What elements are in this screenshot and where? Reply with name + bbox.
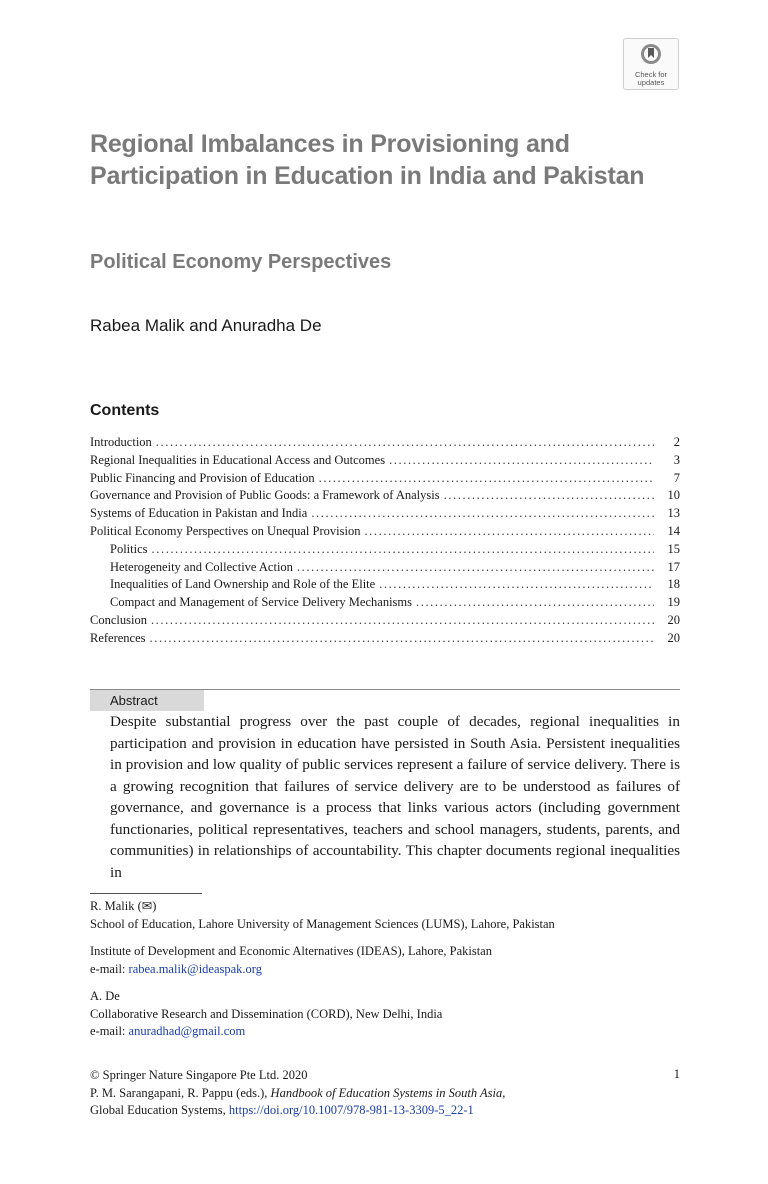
toc-entry-title: Public Financing and Provision of Education	[90, 470, 315, 485]
email-link-de[interactable]: anuradhad@gmail.com	[128, 1024, 246, 1038]
badge-text-line1: Check for	[634, 70, 668, 79]
toc-leader	[319, 470, 654, 488]
toc-leader	[389, 452, 654, 470]
affiliation-cord: Collaborative Research and Dissemination (CORD), New Delhi, India	[90, 1006, 443, 1021]
toc-entry[interactable]	[90, 434, 680, 452]
author-name-de: A. De	[90, 989, 120, 1003]
toc-leader	[152, 541, 654, 559]
toc-entry-title: Heterogeneity and Collective Action	[110, 559, 293, 574]
copyright-block: © Springer Nature Singapore Pte Ltd. 2020 P. M. Sarangapani, R. Pappu (eds.), Handbook of Education Systems in South Asia, Global Education Systems, https://doi.org/10.1007/978-981-13-3309-5_22-1	[90, 1068, 506, 1117]
toc-entry-page: 14	[667, 523, 680, 538]
copyright-line: © Springer Nature Singapore Pte Ltd. 2020	[90, 1068, 308, 1082]
chapter-subtitle: Political Economy Perspectives	[90, 251, 392, 273]
series-name: Global Education Systems,	[90, 1103, 229, 1117]
toc-entry-page: 2	[673, 435, 680, 449]
badge-text-line2: updates	[637, 78, 665, 87]
toc-leader	[297, 559, 654, 577]
toc-entry-page: 7	[673, 470, 680, 485]
chapter-authors: Rabea Malik and Anuradha De	[90, 316, 322, 335]
toc-entry-page: 20	[667, 612, 680, 627]
chapter-title: Regional Imbalances in Provisioning and Participation in Education in India and Pakistan	[90, 130, 645, 190]
book-title: Handbook of Education Systems in South Asia	[270, 1085, 503, 1100]
toc-entry-page: 18	[667, 577, 680, 592]
bookmark-icon	[640, 43, 662, 65]
toc-leader	[416, 594, 654, 612]
toc-entry-title: Regional Inequalities in Educational Access and Outcomes	[90, 452, 386, 467]
toc-entry[interactable]	[90, 452, 680, 470]
toc-entry-title: Introduction	[90, 435, 152, 449]
toc-entry-page: 17	[667, 559, 680, 574]
email-link-malik[interactable]: rabea.malik@ideaspak.org	[128, 961, 262, 976]
table-of-contents	[90, 434, 680, 648]
toc-subentry[interactable]	[90, 594, 680, 612]
doi-link[interactable]: https://doi.org/10.1007/978-981-13-3309-5_22-1	[228, 1103, 474, 1117]
page-number: 1	[673, 1067, 680, 1081]
toc-entry-page: 13	[667, 506, 680, 521]
editors: P. M. Sarangapani, R. Pappu (eds.),	[90, 1085, 271, 1100]
toc-entry[interactable]	[90, 523, 680, 541]
toc-entry-title: Politics	[110, 541, 148, 556]
toc-leader	[156, 434, 654, 452]
toc-entry-title: Governance and Provision of Public Goods: a Framework of Analysis	[90, 488, 440, 503]
toc-entry-title: Conclusion	[90, 612, 147, 627]
affiliation-lums: School of Education, Lahore University of Management Sciences (LUMS), Lahore, Pakistan	[90, 916, 555, 931]
toc-entry-page: 19	[667, 595, 680, 610]
toc-subentry[interactable]	[90, 541, 680, 559]
toc-leader	[151, 612, 654, 630]
toc-entry-title: References	[90, 630, 146, 645]
toc-entry-page: 20	[667, 630, 680, 645]
toc-entry-title: Systems of Education in Pakistan and India	[90, 506, 308, 521]
toc-entry-title: Compact and Management of Service Delivery Mechanisms	[110, 595, 412, 610]
toc-entry[interactable]	[90, 470, 680, 488]
toc-entry-page: 10	[667, 488, 680, 503]
toc-entry[interactable]	[90, 505, 680, 523]
toc-subentry[interactable]	[90, 576, 680, 594]
toc-subentry[interactable]	[90, 559, 680, 577]
toc-entry-page: 3	[673, 452, 680, 467]
check-for-updates-badge[interactable]	[623, 38, 679, 90]
email-label: e-mail:	[90, 961, 129, 976]
abstract-label: Abstract	[90, 690, 204, 711]
footnote-divider	[90, 893, 202, 894]
toc-leader	[379, 576, 654, 594]
author-affiliation-ideas	[90, 943, 690, 978]
toc-leader	[311, 505, 654, 523]
toc-leader	[444, 487, 654, 505]
author-affiliation-de	[90, 988, 690, 1041]
toc-entry[interactable]	[90, 630, 680, 648]
toc-entry-page: 15	[667, 541, 680, 556]
email-label: e-mail:	[90, 1024, 129, 1038]
toc-leader	[150, 630, 654, 648]
contents-heading: Contents	[90, 402, 160, 419]
toc-entry[interactable]	[90, 612, 680, 630]
toc-leader	[364, 523, 654, 541]
author-affiliation-malik	[90, 898, 690, 933]
abstract-text: Despite substantial progress over the past couple of decades, regional inequalities in participation and provision in education have persisted in South Asia. Persistent inequalities in provision and low quality of public services represent a failure of service delivery. There is a growing recognition that failures of service delivery are to be understood as failures of governance, and governance is a process that links various actors (including government functionaries, political representatives, teachers and school managers, students, parents, and communities) in relationships of accountability. This chapter documents regional inequalities in	[110, 713, 680, 881]
author-name-malik: R. Malik (✉)	[90, 899, 157, 913]
toc-entry[interactable]	[90, 487, 680, 505]
toc-entry-title: Inequalities of Land Ownership and Role of the Elite	[110, 577, 376, 592]
affiliation-ideas: Institute of Development and Economic Alternatives (IDEAS), Lahore, Pakistan	[90, 944, 492, 958]
toc-entry-title: Political Economy Perspectives on Unequal Provision	[90, 523, 361, 538]
